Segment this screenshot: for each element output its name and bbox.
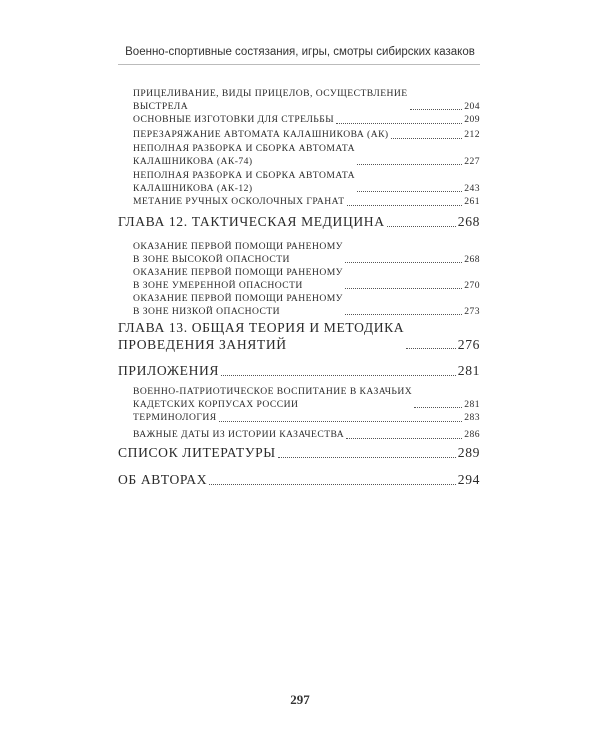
toc-entry-title: ОКАЗАНИЕ ПЕРВОЙ ПОМОЩИ РАНЕНОМУ В ЗОНЕ ВЫСОКОЙ ОПАСНОСТИ [133, 241, 343, 265]
dot-leader [410, 109, 463, 110]
toc-entry-title: ВОЕННО-ПАТРИОТИЧЕСКОЕ ВОСПИТАНИЕ В КАЗАЧЬИХ КАДЕТСКИХ КОРПУСАХ РОССИИ [133, 386, 413, 410]
toc-entry-aiming [133, 88, 480, 113]
toc-entry-page: 281 [457, 363, 480, 378]
toc-entry-patriotic-education [133, 386, 480, 411]
toc-entry-title: ГЛАВА 13. ОБЩАЯ ТЕОРИЯ И МЕТОДИКА ПРОВЕДЕНИЯ ЗАНЯТИЙ [118, 320, 405, 352]
toc-entry-title: МЕТАНИЕ РУЧНЫХ ОСКОЛОЧНЫХ ГРАНАТ [133, 196, 345, 207]
toc-entry-page: 227 [464, 155, 480, 167]
toc-entry-shooting-positions [133, 114, 480, 127]
toc-entry-page: 286 [464, 429, 480, 440]
toc-entry-ak12 [133, 170, 480, 195]
dot-leader [219, 421, 463, 422]
dot-leader [387, 226, 456, 227]
toc-entry-title: ОКАЗАНИЕ ПЕРВОЙ ПОМОЩИ РАНЕНОМУ В ЗОНЕ НИЗКОЙ ОПАСНОСТИ [133, 293, 343, 317]
toc-entry-title: ОСНОВНЫЕ ИЗГОТОВКИ ДЛЯ СТРЕЛЬБЫ [133, 114, 335, 125]
toc-entry-high-danger [133, 241, 480, 266]
dot-leader [357, 191, 462, 192]
toc-entry-page: 270 [464, 279, 480, 291]
toc-entry-title: ОБ АВТОРАХ [118, 472, 208, 487]
dot-leader [278, 457, 456, 458]
page-number: 297 [290, 692, 310, 707]
toc-entry-terminology [133, 412, 480, 425]
toc-entry-title: ПРИЦЕЛИВАНИЕ, ВИДЫ ПРИЦЕЛОВ, ОСУЩЕСТВЛЕНИЕ ВЫСТРЕЛА [133, 88, 408, 112]
toc-entry-title: ПЕРЕЗАРЯЖАНИЕ АВТОМАТА КАЛАШНИКОВА (АК) [133, 129, 389, 140]
toc-entry-page: 268 [464, 253, 480, 265]
toc-entry-title: СПИСОК ЛИТЕРАТУРЫ [118, 445, 276, 460]
toc-entry-title: ВАЖНЫЕ ДАТЫ ИЗ ИСТОРИИ КАЗАЧЕСТВА [133, 429, 345, 440]
running-title: Военно-спортивные состязания, игры, смотры сибирских казаков [125, 46, 475, 58]
toc-entry-title: НЕПОЛНАЯ РАЗБОРКА И СБОРКА АВТОМАТА КАЛАШНИКОВА (АК-74) [133, 143, 356, 167]
dot-leader [209, 484, 456, 485]
toc-entry-low-danger [133, 293, 480, 318]
toc-entry-page: 268 [457, 214, 480, 229]
dot-leader [346, 438, 462, 439]
toc-entry-page: 283 [464, 412, 480, 423]
dot-leader [336, 123, 462, 124]
toc-appendices [118, 363, 480, 380]
toc-chapter-13 [118, 320, 480, 353]
toc-entry-title: ОКАЗАНИЕ ПЕРВОЙ ПОМОЩИ РАНЕНОМУ В ЗОНЕ УМЕРЕННОЙ ОПАСНОСТИ [133, 267, 343, 291]
dot-leader [221, 375, 456, 376]
toc-entry-title: ПРИЛОЖЕНИЯ [118, 363, 220, 378]
toc-entry-page: 294 [457, 472, 480, 487]
toc-bibliography [118, 445, 480, 462]
toc-entry-important-dates [133, 429, 480, 442]
toc-entry-ak74 [133, 143, 480, 168]
toc-entry-page: 273 [464, 305, 480, 317]
toc-entry-title: ТЕРМИНОЛОГИЯ [133, 412, 217, 423]
toc-entry-page: 209 [464, 114, 480, 125]
toc-entry-moderate-danger [133, 267, 480, 292]
toc-entry-page: 243 [464, 182, 480, 194]
dot-leader [406, 348, 456, 349]
toc-entry-page: 276 [457, 336, 480, 352]
toc-entry-page: 204 [464, 100, 480, 112]
toc-entry-page: 212 [464, 129, 480, 140]
header-divider [118, 64, 480, 65]
toc-entry-grenades [133, 196, 480, 209]
toc-entry-title: ГЛАВА 12. ТАКТИЧЕСКАЯ МЕДИЦИНА [118, 214, 385, 229]
dot-leader [347, 205, 463, 206]
dot-leader [391, 138, 463, 139]
dot-leader [357, 164, 462, 165]
toc-entry-reloading-ak [133, 129, 480, 142]
dot-leader [345, 288, 462, 289]
dot-leader [345, 262, 462, 263]
toc-entry-title: НЕПОЛНАЯ РАЗБОРКА И СБОРКА АВТОМАТА КАЛАШНИКОВА (АК-12) [133, 170, 356, 194]
toc-entry-page: 289 [457, 445, 480, 460]
toc-entry-page: 281 [464, 398, 480, 410]
toc-entry-page: 261 [464, 196, 480, 207]
toc-chapter-12 [118, 214, 480, 231]
dot-leader [345, 314, 462, 315]
dot-leader [414, 407, 462, 408]
toc-about-authors [118, 472, 480, 489]
